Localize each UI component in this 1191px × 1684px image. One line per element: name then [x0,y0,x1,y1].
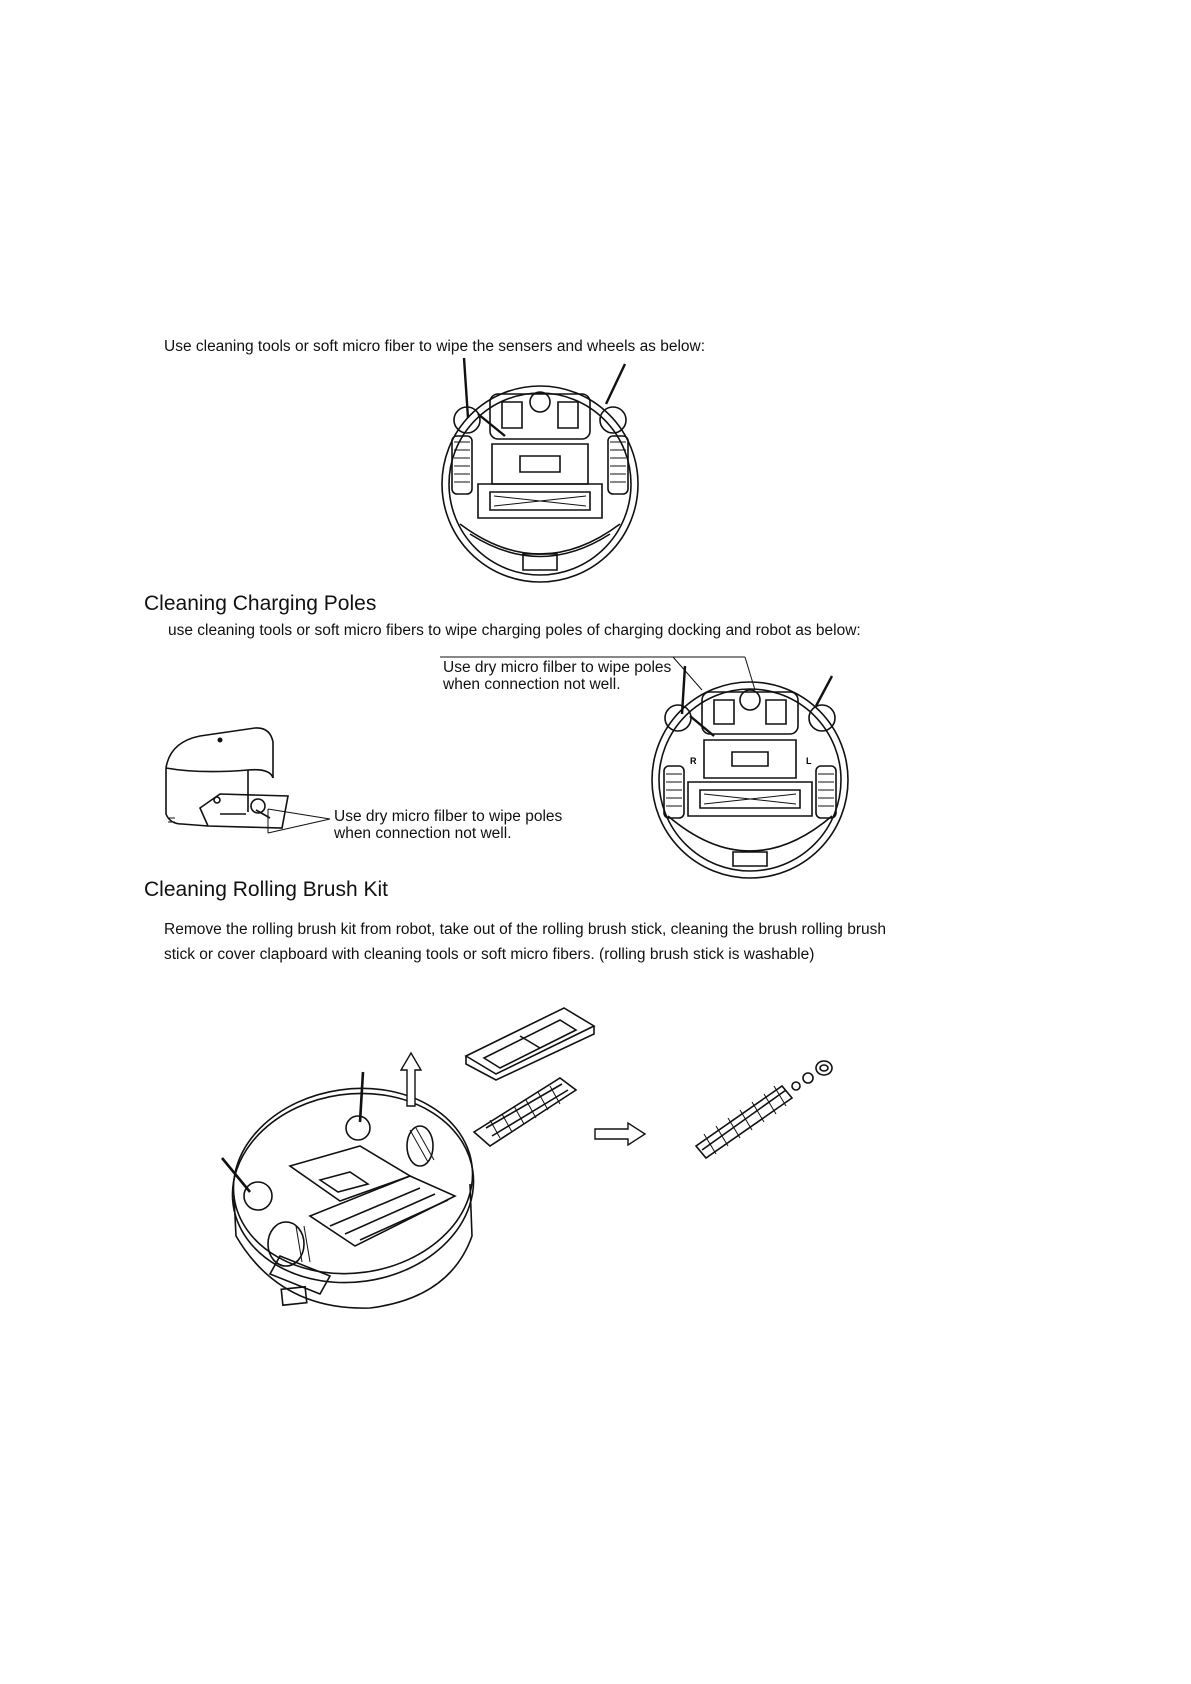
rolling-brush-instruction-line-2: stick or cover clapboard with cleaning tools or soft micro fibers. (rolling brush stick is washable) [164,946,815,963]
dock-callout-leader [268,805,338,839]
wheel-mark-right: R [690,756,697,766]
robot-callout-line-1: Use dry micro filber to wipe poles [443,659,672,676]
wheel-mark-left: L [806,756,812,766]
robot-underside-figure-2 [640,674,860,886]
rolling-brush-instruction-line-1: Remove the rolling brush kit from robot, take out of the rolling brush stick, cleaning the brush rolling brush [164,921,886,938]
robot-callout-line-2: when connection not well. [443,676,621,693]
cover-clapboard-figure [460,1000,600,1080]
dock-callout-line-2: when connection not well. [334,825,512,842]
right-arrow-icon [594,1122,646,1146]
charging-poles-instruction: use cleaning tools or soft micro fibers to wipe charging poles of charging docking and robot as below: [168,622,861,639]
lift-up-arrow-icon [400,1052,422,1108]
rolling-brush-frame-figure [470,1070,580,1152]
rolling-brush-stick-figure [690,1058,840,1162]
charging-poles-heading: Cleaning Charging Poles [144,592,377,615]
robot-tilted-figure [220,1076,490,1326]
dock-callout-line-1: Use dry micro filber to wipe poles [334,808,563,825]
robot-underside-figure-1 [430,374,650,586]
sensors-instruction: Use cleaning tools or soft micro fiber to wipe the sensers and wheels as below: [164,338,706,355]
rolling-brush-heading: Cleaning Rolling Brush Kit [144,878,388,901]
